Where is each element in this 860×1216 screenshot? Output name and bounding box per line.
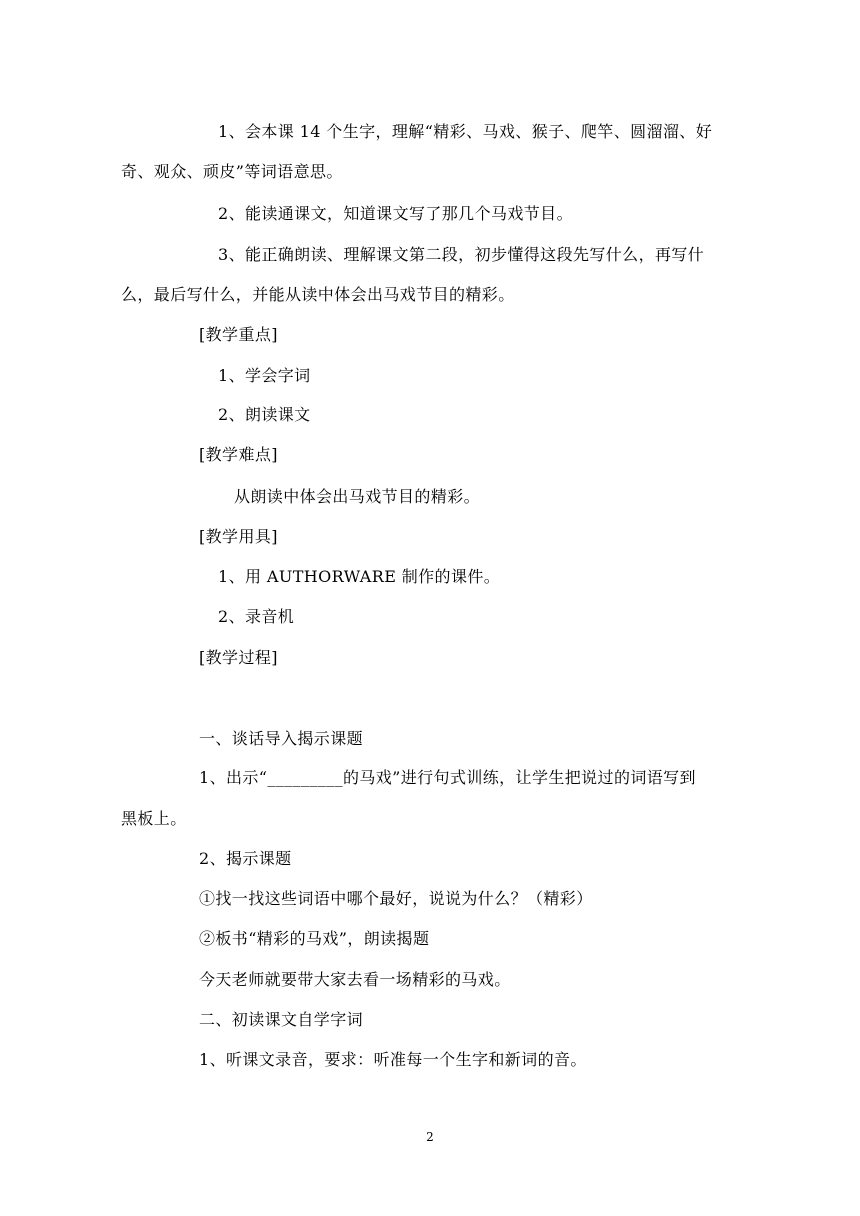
section-1-sub-2: ②板书“精彩的马戏”，朗读揭题	[199, 929, 430, 948]
section-1-today: 今天老师就要带大家去看一场精彩的马戏。	[199, 970, 511, 989]
page-number: 2	[426, 1130, 434, 1144]
section-1-step-2: 2、揭示课题	[199, 849, 292, 868]
section-1-step-1-line-2: 黑板上。	[121, 809, 187, 828]
objective-1-line-1: 1、会本课 14 个生字，理解“精彩、马戏、猴子、爬竿、圆溜溜、好	[218, 122, 713, 141]
key-point-item: 2、朗读课文	[218, 405, 311, 424]
section-1-sub-1: ①找一找这些词语中哪个最好，说说为什么？（精彩）	[199, 889, 593, 908]
key-points-heading: [教学重点]	[199, 325, 278, 344]
tool-item: 1、用 AUTHORWARE 制作的课件。	[218, 567, 501, 586]
tools-heading: [教学用具]	[199, 527, 278, 546]
tool-item: 2、录音机	[218, 607, 295, 626]
process-heading: [教学过程]	[199, 648, 278, 667]
difficulty-text: 从朗读中体会出马戏节目的精彩。	[234, 487, 481, 506]
objective-1-line-2: 奇、观众、顽皮”等词语意思。	[121, 162, 343, 181]
section-1-title: 一、谈话导入揭示课题	[199, 729, 364, 748]
objective-2: 2、能读通课文，知道课文写了那几个马戏节目。	[218, 204, 573, 223]
objective-3-line-1: 3、能正确朗读、理解课文第二段，初步懂得这段先写什么，再写什	[218, 245, 705, 264]
key-point-item: 1、学会字词	[218, 366, 311, 385]
objective-3-line-2: 么，最后写什么，并能从读中体会出马戏节目的精彩。	[121, 285, 515, 304]
section-2-step-1: 1、听课文录音，要求：听准每一个生字和新词的音。	[199, 1050, 587, 1069]
section-2-title: 二、初读课文自学字词	[199, 1010, 364, 1029]
difficulty-heading: [教学难点]	[199, 445, 278, 464]
section-1-step-1-line-1: 1、出示“_________的马戏”进行句式训练，让学生把说过的词语写到	[199, 768, 696, 787]
